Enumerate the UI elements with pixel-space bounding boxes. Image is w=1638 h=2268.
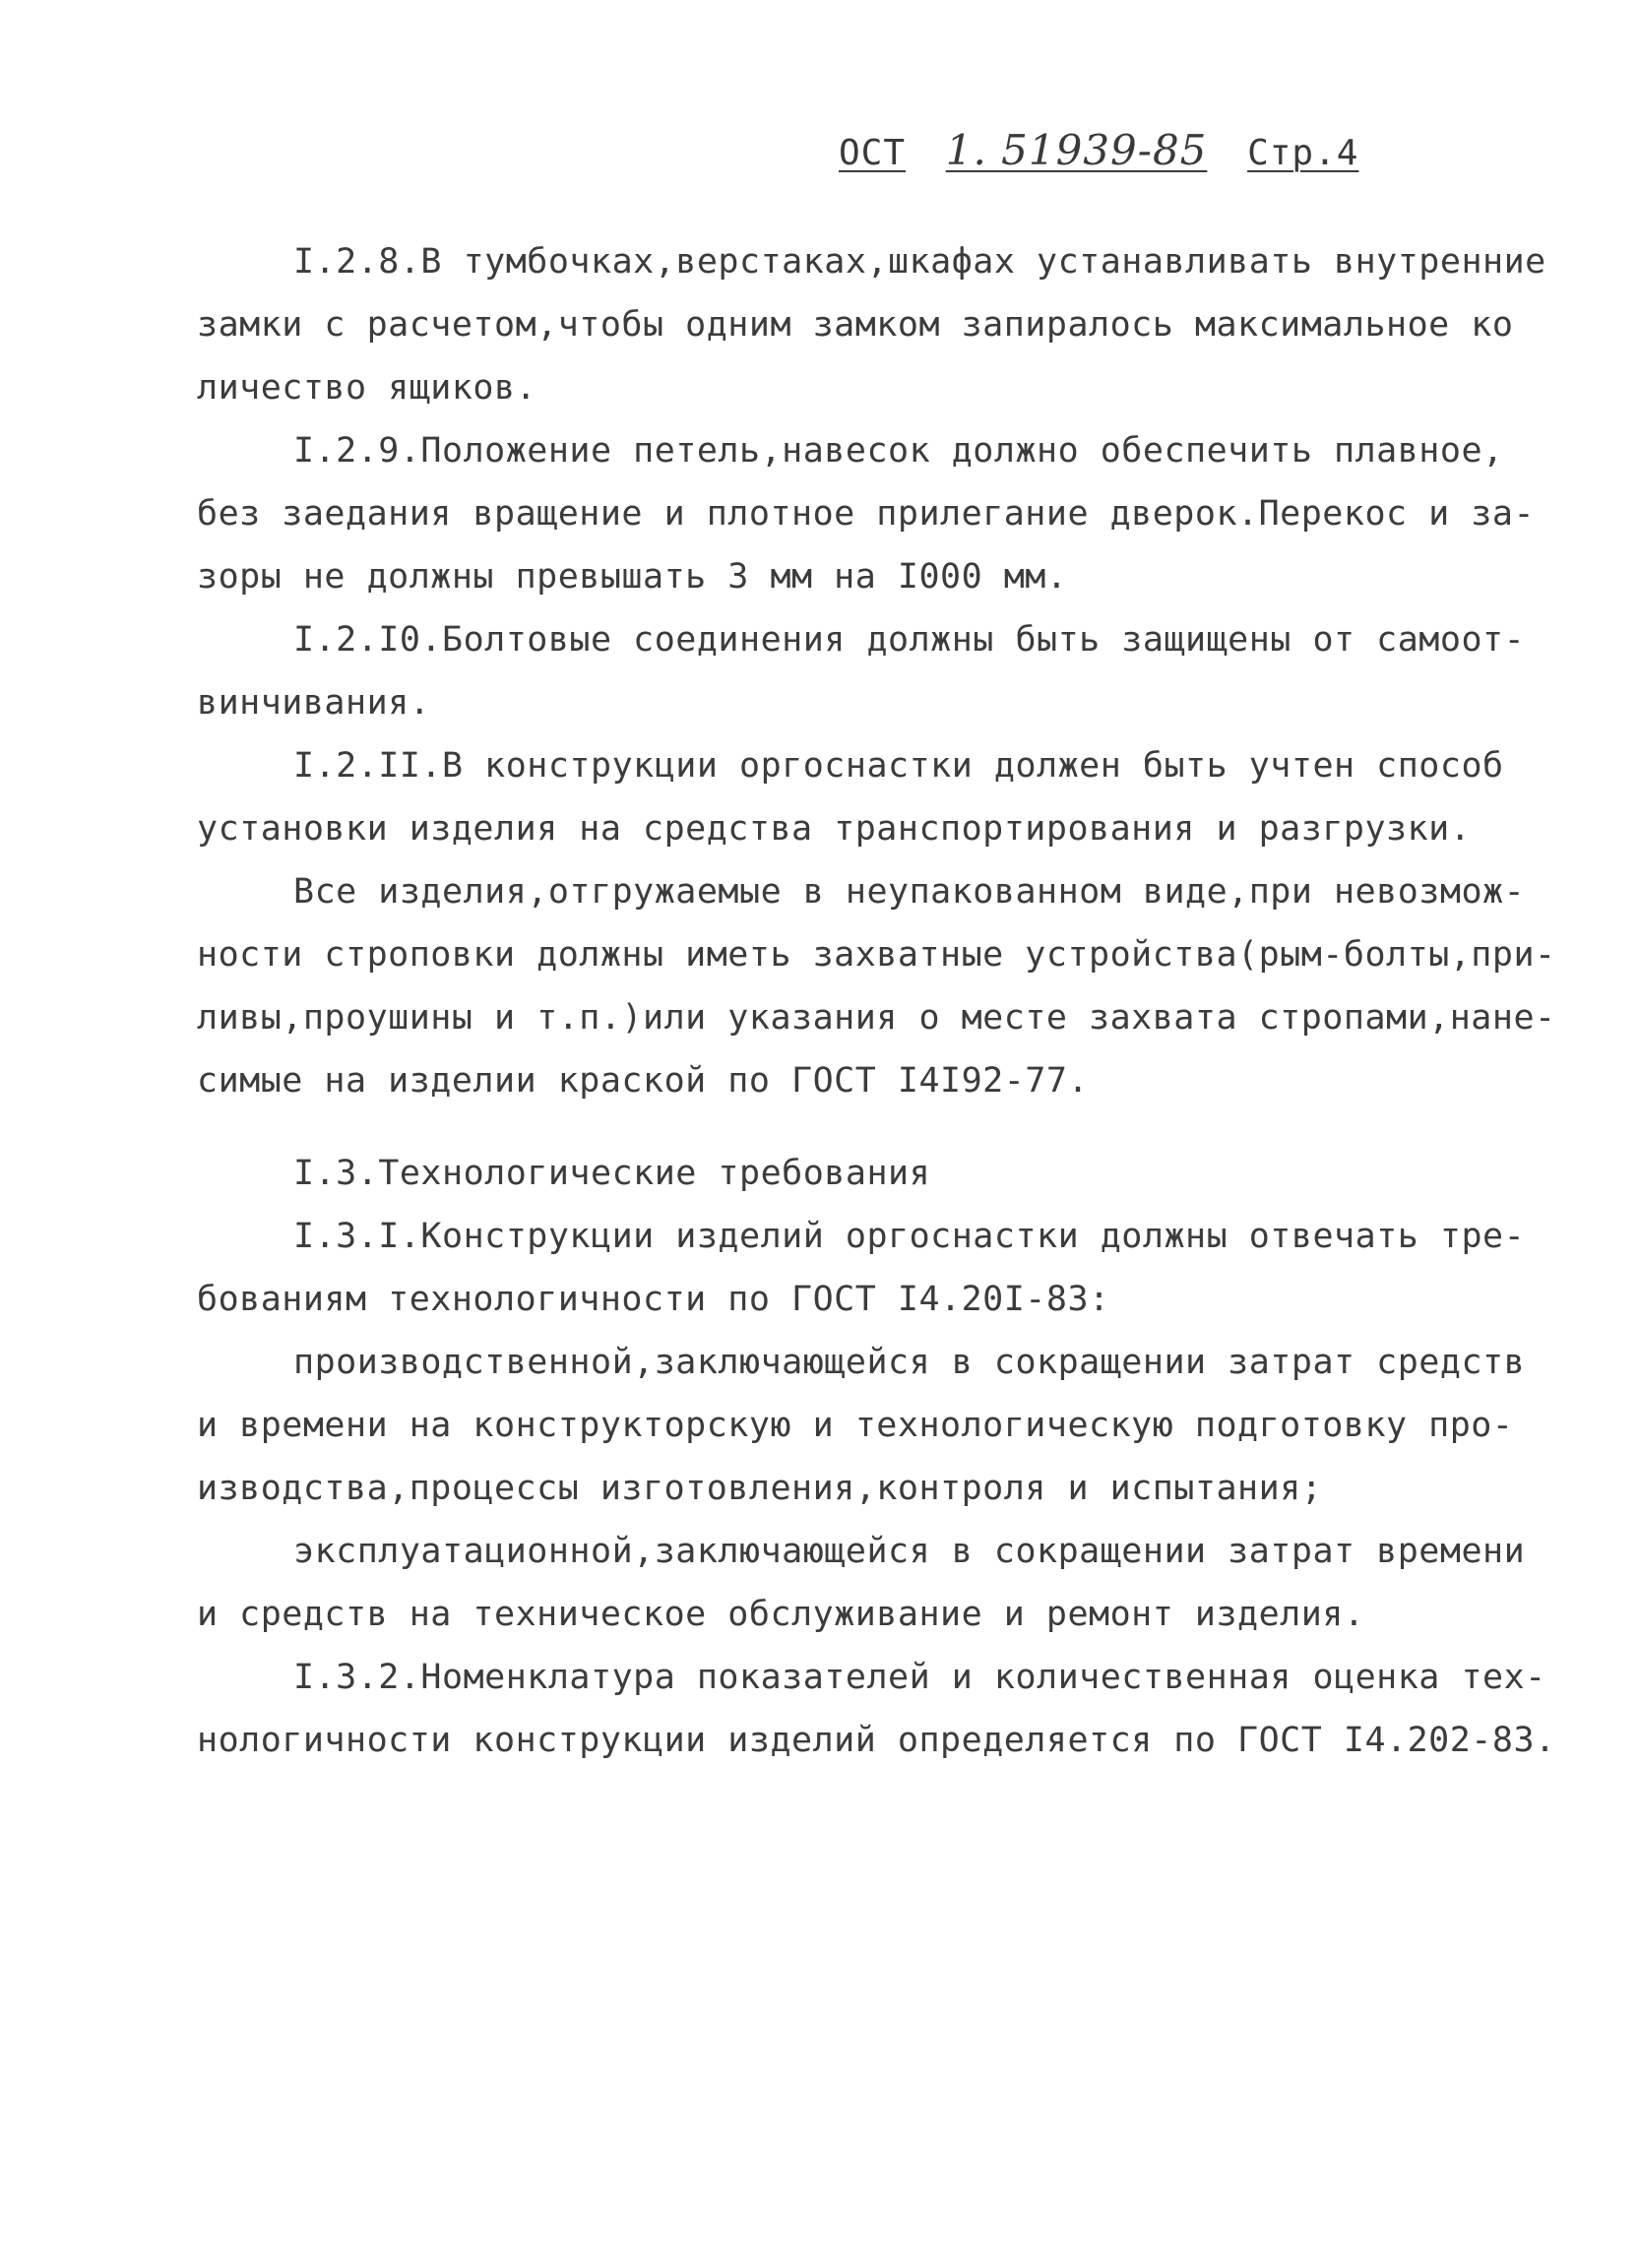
text-line: I.2.II.В конструкции оргоснастки должен быть учтен способ xyxy=(293,746,1504,786)
text-line: замки с расчетом,чтобы одним замком запиралось максимальное ко xyxy=(197,305,1514,345)
text-line: ливы,проушины и т.п.)или указания о месте захвата стропами,нане- xyxy=(197,998,1556,1038)
page-number: Стр.4 xyxy=(1247,133,1359,173)
text-line: производственной,заключающейся в сокращении затрат средств xyxy=(293,1343,1526,1382)
text-line: I.2.8.В тумбочках,верстаках,шкафах устанавливать внутренние xyxy=(293,242,1546,282)
text-line: I.2.9.Положение петель,навесок должно обеспечить плавное, xyxy=(293,431,1504,471)
text-line: эксплуатационной,заключающейся в сокращении затрат времени xyxy=(293,1532,1526,1571)
text-line: нологичности конструкции изделий определяется по ГОСТ I4.202-83. xyxy=(197,1721,1556,1760)
text-line: личество ящиков. xyxy=(197,368,537,408)
text-line: изводства,процессы изготовления,контроля и испытания; xyxy=(197,1469,1323,1508)
text-line: ности строповки должны иметь захватные устройства(рым-болты,при- xyxy=(197,935,1556,975)
text-line: винчивания. xyxy=(197,683,431,723)
text-line: I.2.I0.Болтовые соединения должны быть защищены от самоот- xyxy=(293,620,1526,660)
text-line: I.3.I.Конструкции изделий оргоснастки должны отвечать тре- xyxy=(293,1217,1526,1256)
text-line: без заедания вращение и плотное прилегание дверок.Перекос и за- xyxy=(197,494,1536,534)
standard-label: ОСТ xyxy=(839,133,907,173)
text-line: установки изделия на средства транспортирования и разгрузки. xyxy=(197,809,1472,849)
page-header xyxy=(839,126,1358,174)
standard-number: 1. 51939-85 xyxy=(945,126,1208,174)
text-line: бованиям технологичности по ГОСТ I4.20I-83: xyxy=(197,1280,1110,1319)
text-line: зоры не должны превышать 3 мм на I000 мм. xyxy=(197,557,1068,597)
section-heading: I.3.Технологические требования xyxy=(293,1154,931,1193)
text-line: и времени на конструкторскую и технологическую подготовку про- xyxy=(197,1406,1514,1445)
text-line: симые на изделии краской по ГОСТ I4I92-77. xyxy=(197,1061,1090,1101)
text-line: и средств на техническое обслуживание и ремонт изделия. xyxy=(197,1595,1365,1634)
text-line: I.3.2.Номенклатура показателей и количественная оценка тех- xyxy=(293,1658,1546,1697)
text-line: Все изделия,отгружаемые в неупакованном виде,при невозмож- xyxy=(293,872,1526,912)
